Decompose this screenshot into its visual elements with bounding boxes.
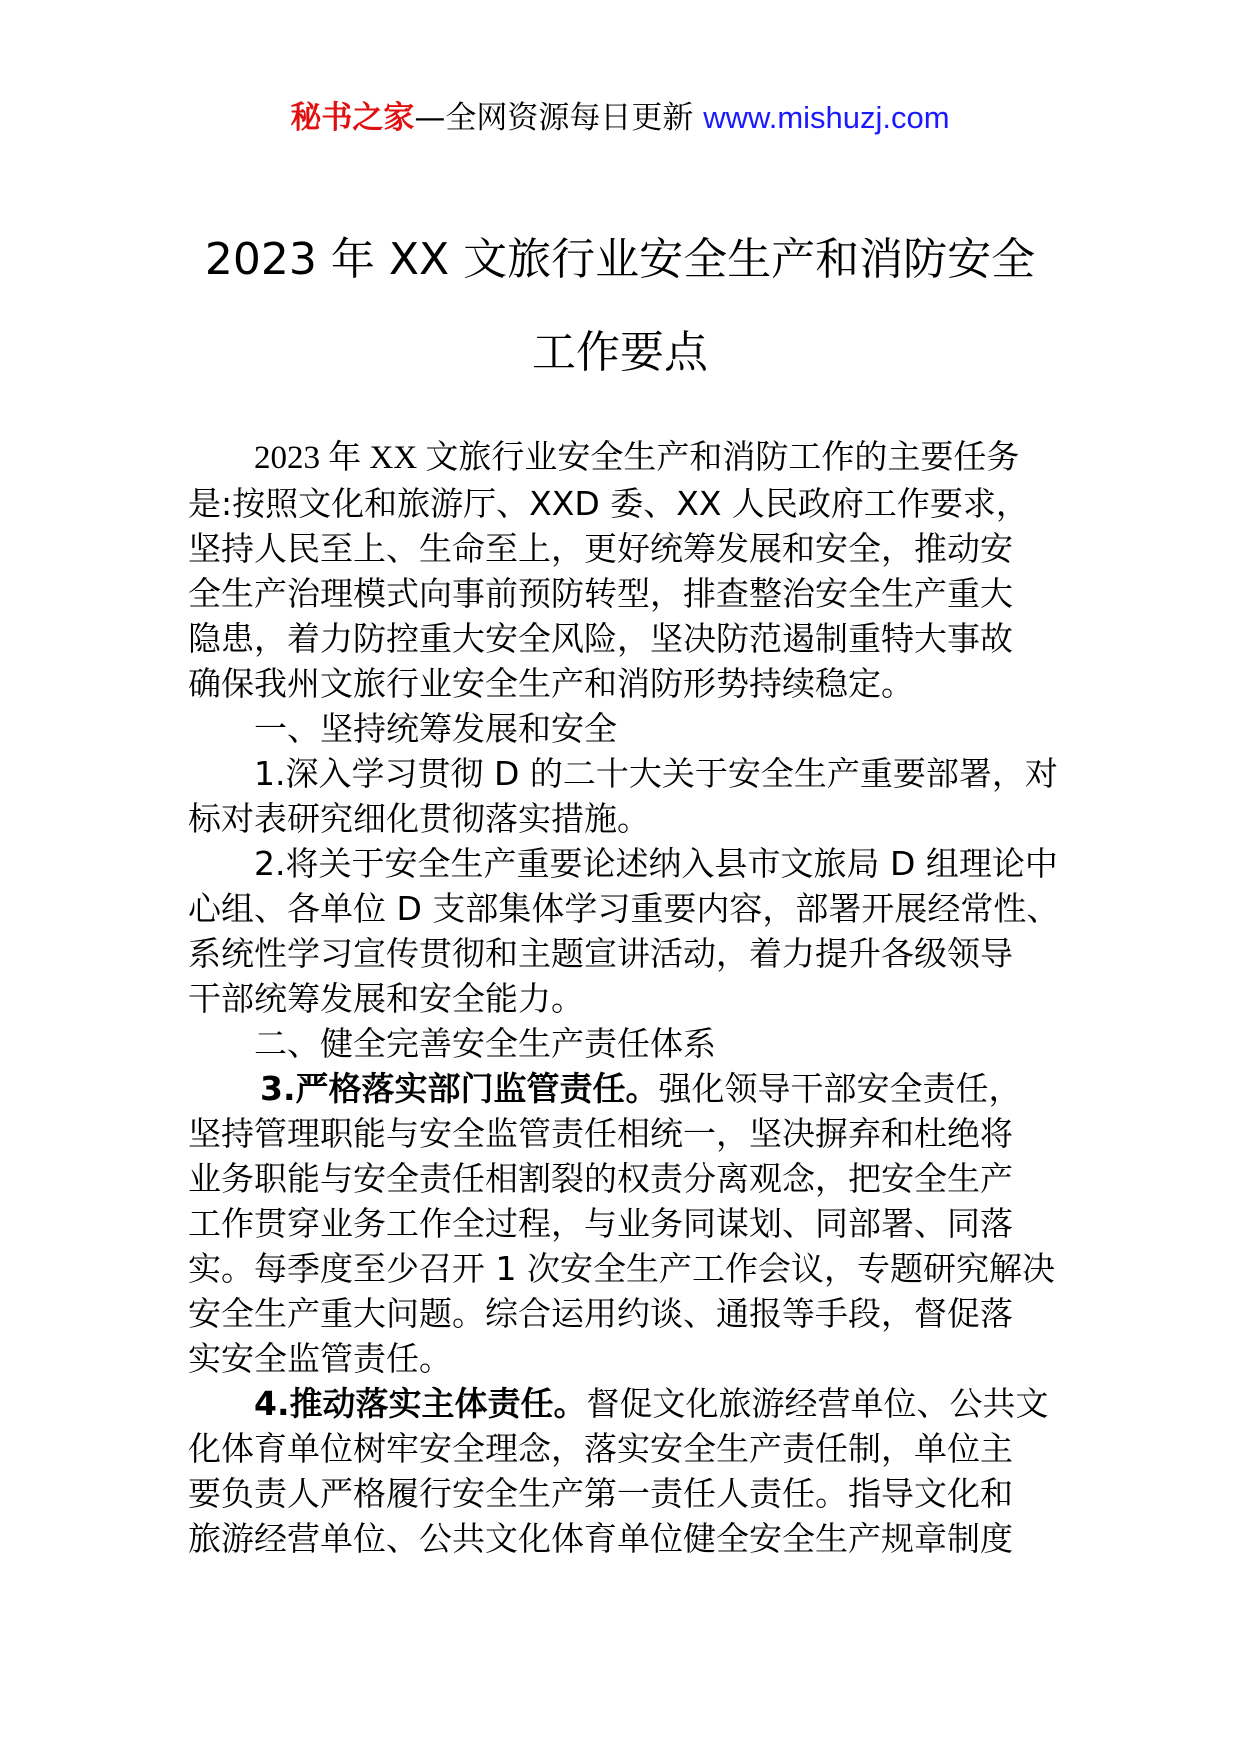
item-3-heading: 3.严格落实部门监管责任。 (260, 1069, 659, 1108)
item-1-line: 1.深入学习贯彻 D 的二十大关于安全生产重要部署，对 (254, 754, 1058, 793)
item-2-line: 2.将关于安全生产重要论述纳入县市文旅局 D 组理论中 (254, 844, 1058, 883)
site-header (0, 98, 1240, 138)
item-3-line: 业务职能与安全责任相割裂的权责分离观念，把安全生产 (188, 1159, 1013, 1198)
document-title-line-1: 2023 年 XX 文旅行业安全生产和消防安全 (204, 234, 1036, 285)
item-4-heading: 4.推动落实主体责任。 (254, 1384, 587, 1423)
site-url-link[interactable]: www.mishuzj.com (703, 100, 950, 135)
item-2-line: 心组、各单位 D 支部集体学习重要内容，部署开展经常性、 (188, 889, 1060, 928)
body-paragraph-line: 是:按照文化和旅游厅、XXD 委、XX 人民政府工作要求， (188, 484, 1029, 523)
item-4-line (188, 1381, 1058, 1426)
item-4-line: 化体育单位树牢安全理念，落实安全生产责任制，单位主 (188, 1429, 1013, 1468)
item-3-line (188, 1066, 1058, 1111)
item-2-line: 干部统筹发展和安全能力。 (188, 979, 584, 1018)
body-paragraph-line: 隐患，着力防控重大安全风险，坚决防范遏制重特大事故 (188, 619, 1013, 658)
item-3-line: 安全生产重大问题。综合运用约谈、通报等手段，督促落 (188, 1294, 1013, 1333)
body-paragraph-line: 坚持人民至上、生命至上，更好统筹发展和安全，推动安 (188, 529, 1013, 568)
body-paragraph-line: 2023 年 XX 文旅行业安全生产和消防工作的主要任务 (254, 440, 1020, 476)
item-3-line: 实。每季度至少召开 1 次安全生产工作会议，专题研究解决 (188, 1249, 1055, 1288)
item-4-line: 旅游经营单位、公共文化体育单位健全安全生产规章制度 (188, 1519, 1013, 1558)
site-brand: 秘书之家 (290, 100, 415, 136)
item-2-line: 系统性学习宣传贯彻和主题宣讲活动，着力提升各级领导 (188, 934, 1013, 973)
site-tagline: —全网资源每日更新 (414, 100, 704, 136)
item-3-line: 实安全监管责任。 (188, 1339, 452, 1378)
body-paragraph-line: 全生产治理模式向事前预防转型，排查整治安全生产重大 (188, 574, 1013, 613)
item-4-text: 督促文化旅游经营单位、公共文 (586, 1384, 1049, 1423)
item-4-line: 要负责人严格履行安全生产第一责任人责任。指导文化和 (188, 1474, 1013, 1513)
item-1-line: 标对表研究细化贯彻落实措施。 (188, 799, 650, 838)
body-paragraph-line: 确保我州文旅行业安全生产和消防形势持续稳定。 (188, 664, 914, 703)
document-title-line-2: 工作要点 (532, 327, 708, 378)
item-3-line: 工作贯穿业务工作全过程，与业务同谋划、同部署、同落 (188, 1204, 1013, 1243)
item-3-line: 坚持管理职能与安全监管责任相统一，坚决摒弃和杜绝将 (188, 1114, 1013, 1153)
item-3-text: 强化领导干部安全责任， (658, 1069, 1022, 1108)
document-body (188, 436, 1058, 1561)
section-heading-1: 一、坚持统筹发展和安全 (254, 709, 617, 748)
section-heading-2: 二、健全完善安全生产责任体系 (254, 1024, 716, 1063)
